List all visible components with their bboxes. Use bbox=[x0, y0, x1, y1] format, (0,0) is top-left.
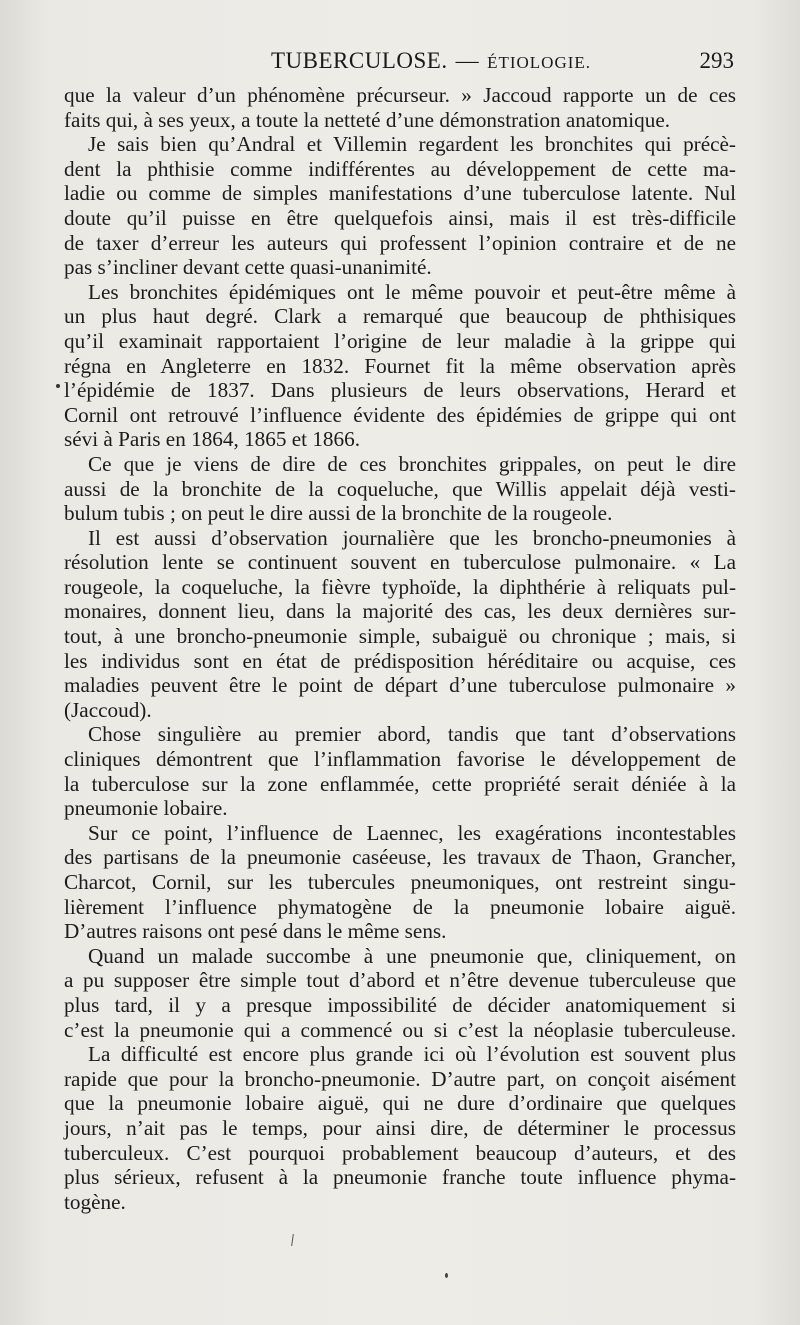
text-line: que la pneumonie lobaire aiguë, qui ne dure d’ordinaire que quelques bbox=[64, 1091, 736, 1116]
text-line: rapide que pour la broncho-pneumonie. D’autre part, on conçoit aisément bbox=[64, 1066, 736, 1091]
text-line: togène. bbox=[64, 1189, 126, 1214]
text-line: de taxer d’erreur les auteurs qui professent l’opinion contraire et de ne bbox=[64, 230, 736, 255]
text-line: la tuberculose sur la zone enflammée, cette propriété serait déniée à la bbox=[64, 771, 736, 796]
text-line: plus tard, il y a presque impossibilité de décider anatomiquement si bbox=[64, 992, 736, 1017]
running-head-title bbox=[271, 48, 591, 74]
ink-dot-mark bbox=[445, 1273, 448, 1278]
text-line: Charcot, Cornil, sur les tubercules pneumoniques, ont restreint singu- bbox=[64, 870, 736, 894]
text-line: Il est aussi d’observation journalière que les broncho-pneumonies à bbox=[88, 525, 736, 550]
text-line: bulum tubis ; on peut le dire aussi de la bronchite de la rougeole. bbox=[64, 501, 613, 526]
text-line: monaires, donnent lieu, dans la majorité des cas, les deux dernières sur- bbox=[64, 599, 736, 624]
text-line: cliniques démontrent que l’inflammation favorise le développement de bbox=[64, 747, 736, 772]
text-line: Cornil ont retrouvé l’influence évidente des épidémies de grippe qui ont bbox=[64, 402, 736, 427]
text-line: Les bronchites épidémiques ont le même pouvoir et peut-être même à bbox=[88, 279, 736, 304]
ink-speck-mark bbox=[56, 384, 60, 388]
text-line: Chose singulière au premier abord, tandis que tant d’observations bbox=[88, 722, 736, 747]
text-line: doute qu’il puisse en être quelquefois ainsi, mais il est très-difficile bbox=[64, 205, 736, 230]
page-number: 293 bbox=[699, 48, 734, 73]
text-line: faits qui, à ses yeux, a toute la netteté d’une démonstration anatomique. bbox=[64, 107, 671, 132]
text-line: dent la phthisie comme indifférentes au développement de cette ma- bbox=[64, 156, 736, 181]
text-line: résolution lente se continuent souvent en tuberculose pulmonaire. « La bbox=[64, 550, 736, 575]
text-line: jours, n’ait pas le temps, pour ainsi dire, de déterminer le processus bbox=[64, 1115, 736, 1140]
ink-stroke-mark bbox=[291, 1234, 294, 1246]
text-line: rougeole, la coqueluche, la fièvre typhoïde, la diphthérie à reliquats pul- bbox=[64, 574, 736, 599]
text-line: un plus haut degré. Clark a remarqué que beaucoup de phthisiques bbox=[64, 304, 736, 329]
text-line: que la valeur d’un phénomène précurseur. » Jaccoud rapporte un de ces bbox=[64, 83, 736, 107]
text-line: des partisans de la pneumonie caséeuse, les travaux de Thaon, Grancher, bbox=[64, 845, 736, 870]
text-line: lièrement l’influence phymatogène de la pneumonie lobaire aiguë. bbox=[64, 894, 736, 919]
text-line: pas s’incliner devant cette quasi-unanimité. bbox=[64, 255, 432, 280]
running-header bbox=[64, 48, 736, 78]
text-line: tout, à une broncho-pneumonie simple, subaiguë ou chronique ; mais, si bbox=[64, 624, 736, 649]
body-text bbox=[64, 83, 736, 1214]
text-line: régna en Angleterre en 1832. Fournet fit la même observation après bbox=[64, 353, 736, 378]
text-line: Sur ce point, l’influence de Laennec, les exagérations incontestables bbox=[88, 820, 736, 845]
header-title: TUBERCULOSE. bbox=[271, 48, 448, 73]
text-line: Quand un malade succombe à une pneumonie que, cliniquement, on bbox=[88, 943, 736, 968]
text-line: (Jaccoud). bbox=[64, 697, 152, 722]
text-line: a pu supposer être simple tout d’abord et n’être devenue tuberculeuse que bbox=[64, 968, 736, 993]
header-dash: — bbox=[455, 48, 480, 73]
text-line: maladies peuvent être le point de départ d’une tuberculose pulmonaire » bbox=[64, 673, 736, 698]
text-line: aussi de la bronchite de la coqueluche, que Willis appelait déjà vesti- bbox=[64, 476, 736, 501]
text-line: ladie ou comme de simples manifestations d’une tuberculose latente. Nul bbox=[64, 181, 736, 206]
header-section: ÉTIOLOGIE. bbox=[487, 53, 592, 72]
text-line: Ce que je viens de dire de ces bronchites grippales, on peut le dire bbox=[88, 451, 736, 476]
text-line: plus sérieux, refusent à la pneumonie franche toute influence phyma- bbox=[64, 1165, 736, 1190]
text-line: les individus sont en état de prédisposition héréditaire ou acquise, ces bbox=[64, 648, 736, 673]
text-line: sévi à Paris en 1864, 1865 et 1866. bbox=[64, 427, 360, 452]
text-line: La difficulté est encore plus grande ici où l’évolution est souvent plus bbox=[88, 1042, 736, 1067]
text-line: l’épidémie de 1837. Dans plusieurs de leurs observations, Herard et bbox=[64, 378, 736, 403]
text-line: pneumonie lobaire. bbox=[64, 796, 228, 821]
text-line: Je sais bien qu’Andral et Villemin regardent les bronchites qui précè- bbox=[88, 132, 736, 157]
text-line: qu’il examinait rapportaient l’origine de leur maladie à la grippe qui bbox=[64, 328, 736, 353]
text-line: c’est la pneumonie qui a commencé ou si c’est la néoplasie tuberculeuse. bbox=[64, 1017, 736, 1042]
text-line: D’autres raisons ont pesé dans le même sens. bbox=[64, 919, 447, 944]
text-line: tuberculeux. C’est pourquoi probablement beaucoup d’auteurs, et des bbox=[64, 1140, 736, 1165]
